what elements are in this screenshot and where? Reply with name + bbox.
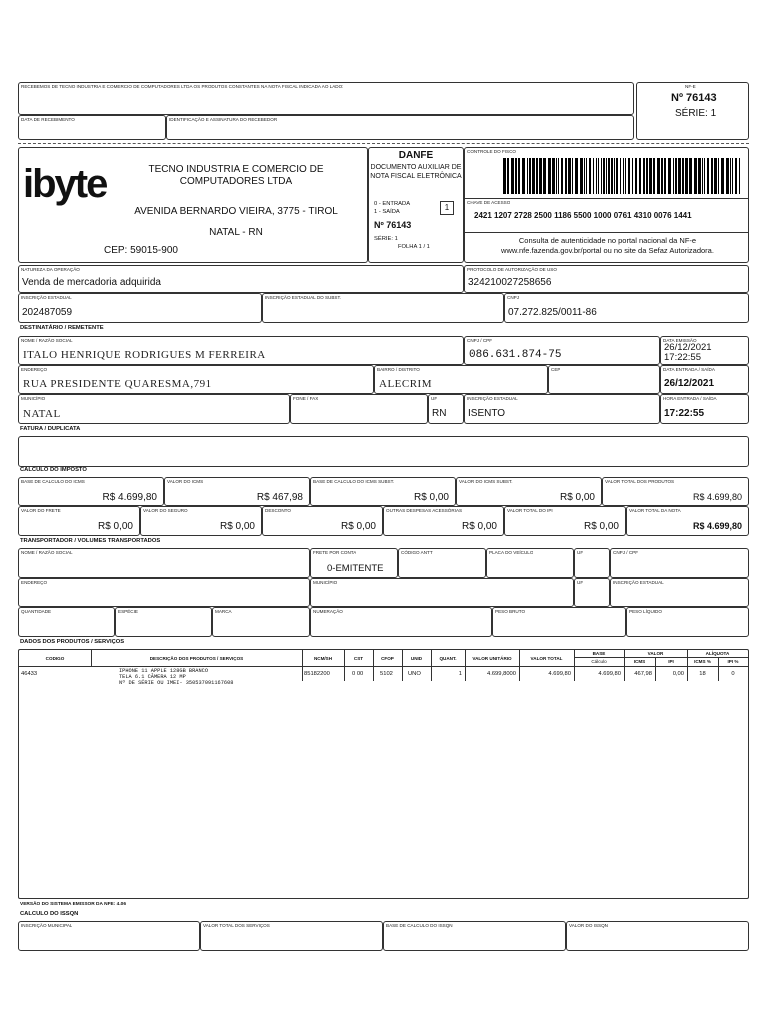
quantity-label: QUANTIDADE (21, 609, 52, 614)
nfe-number-box (636, 82, 749, 140)
barcode-bar (593, 158, 594, 194)
insurance-value: R$ 0,00 (219, 521, 255, 532)
recipient-uf-label: UF (431, 396, 438, 401)
barcode-bar (556, 158, 557, 194)
recipient-cpf-field (464, 336, 660, 365)
authenticity-note: Consulta de autenticidade no portal nacional da NF-e www.nfe.fazenda.gov.br/portal ou no site da Sefaz Autorizadora. (501, 236, 714, 255)
issqn-value-field (566, 921, 749, 951)
recipient-phone-label: FONE / FAX (293, 396, 319, 401)
insurance-field (140, 506, 262, 536)
barcode-bar (673, 158, 674, 194)
item-desc-line1: IPHONE 11 APPLE 128GB BRANCO (119, 668, 209, 674)
carrier-uf2-label: UF (577, 580, 584, 585)
item-unit: UNO (408, 671, 421, 677)
barcode-bar (575, 158, 578, 194)
recipient-address-label: ENDEREÇO (21, 367, 48, 372)
item-rate-ipi: 0 (731, 671, 735, 677)
danfe-subtitle: DOCUMENTO AUXILIAR DE NOTA FISCAL ELETRÔNICA (370, 164, 462, 180)
species-label: ESPÉCIE (118, 609, 138, 614)
recipient-cpf-label: CNPJ / CPF (467, 338, 493, 343)
danfe-page: FOLHA 1 / 1 (398, 244, 430, 250)
icms-base-label: BASE DE CALCULO DO ICMS (21, 479, 85, 484)
recipient-section-title: DESTINATÁRIO / REMETENTE (20, 325, 104, 331)
recipient-cpf-value: 086.631.874-75 (469, 349, 562, 361)
issuer-name: TECNO INDUSTRIA E COMERCIO DE COMPUTADORES LTDA (148, 164, 324, 187)
barcode-bar (694, 158, 697, 194)
barcode-bar (649, 158, 652, 194)
col-value-top: VALOR (647, 651, 664, 656)
carrier-section-title: TRANSPORTADOR / VOLUMES TRANSPORTADOS (20, 538, 161, 544)
receipt-stub (18, 82, 634, 115)
danfe-title: DANFE (398, 150, 434, 161)
emission-date-label: DATA EMISSÃO (663, 338, 697, 343)
ipi-total-field (504, 506, 626, 536)
barcode-bar (603, 158, 605, 194)
ipi-total-label: VALOR TOTAL DO IPI (507, 508, 553, 513)
icms-value-label: VALOR DO ICMS (167, 479, 204, 484)
icms-st-base-field (310, 477, 456, 506)
barcode-bar (552, 158, 555, 194)
discount-field (262, 506, 383, 536)
barcode-bar (657, 158, 660, 194)
barcode-bar (639, 158, 641, 194)
species-field (115, 607, 212, 637)
icms-base-value: R$ 4.699,80 (102, 492, 157, 503)
col-cst: CST (353, 656, 364, 661)
barcode-bar (606, 158, 607, 194)
cut-line (18, 143, 749, 144)
barcode-bar (515, 158, 517, 194)
item-cst: 0 00 (352, 671, 364, 677)
recipient-district-value: ALECRIM (379, 378, 432, 390)
freight-value: R$ 0,00 (97, 521, 133, 532)
issuer-cnpj-label: CNPJ (507, 295, 519, 300)
barcode-bar (721, 158, 724, 194)
col-code: CODIGO (45, 656, 65, 661)
carrier-address-label: ENDEREÇO (21, 580, 48, 585)
plate-label: PLACA DO VEÍCULO (489, 550, 534, 555)
barcode-bar (678, 158, 681, 194)
item-unit-value: 4.699,8000 (486, 671, 516, 677)
barcode-bar (584, 158, 585, 194)
receipt-signature-label: IDENTIFICAÇÃO E ASSINATURA DO RECEBEDOR (169, 117, 278, 122)
quantity-field (18, 607, 115, 637)
barcode-bar (730, 158, 731, 194)
barcode-bar (518, 158, 520, 194)
carrier-name-label: NOME / RAZÃO SOCIAL (21, 550, 73, 555)
other-expenses-value: R$ 0,00 (461, 521, 497, 532)
item-rate-icms: 18 (699, 671, 706, 677)
products-total-value: R$ 4.699,80 (692, 492, 742, 502)
barcode-bar (580, 158, 583, 194)
issqn-base-label: BASE DE CALCULO DO ISSQN (386, 923, 453, 928)
barcode-bar (735, 158, 737, 194)
barcode-bar (685, 158, 688, 194)
item-icms: 467,98 (634, 671, 652, 677)
fiscal-control-box (464, 147, 749, 263)
issqn-base-field (383, 921, 566, 951)
invoice-total-label: VALOR TOTAL DA NOTA (629, 508, 681, 513)
issqn-value-label: VALOR DO ISSQN (569, 923, 608, 928)
access-key-label: CHAVE DE ACESSO (467, 200, 511, 205)
barcode-bar (598, 158, 599, 194)
recipient-ie-field (464, 394, 660, 424)
fiscal-control-label: CONTROLE DO FISCO (467, 149, 517, 154)
receipt-date-label: DATA DE RECEBIMENTO (21, 117, 75, 122)
products-total-field (602, 477, 749, 506)
receipt-date-field[interactable] (18, 115, 166, 140)
barcode-bar (596, 158, 597, 194)
state-registration-field (18, 293, 262, 323)
col-base-top: BASE (592, 651, 606, 656)
icms-st-base-value: R$ 0,00 (413, 492, 449, 503)
barcode-bar (601, 158, 602, 194)
barcode-bar (682, 158, 684, 194)
recipient-city-field (18, 394, 290, 424)
barcode-bar (732, 158, 733, 194)
item-base: 4.699,80 (598, 671, 621, 677)
barcode-bar (643, 158, 645, 194)
carrier-ie-field (610, 578, 749, 607)
col-unit-value: VALOR UNITÁRIO (472, 656, 512, 661)
brand-field (212, 607, 310, 637)
barcode-bar (689, 158, 692, 194)
item-desc-line2: TELA 6.1 CÂMERA 12 MP (119, 674, 186, 680)
barcode-bar (664, 158, 666, 194)
barcode-bar (623, 158, 624, 194)
barcode-bar (586, 158, 587, 194)
carrier-address-field (18, 578, 310, 607)
icms-base-field (18, 477, 164, 506)
operation-nature-value: Venda de mercadoria adquirida (22, 277, 161, 288)
freight-mode-field (310, 548, 398, 578)
system-version: VERSÃO DO SISTEMA EMISSOR DA NFE: 4.06 (20, 902, 126, 907)
recipient-ie-label: INSCRIÇÃO ESTADUAL (467, 396, 518, 401)
carrier-cnpj-label: CNPJ / CPF (613, 550, 639, 555)
item-total-value: 4.699,80 (548, 671, 571, 677)
discount-value: R$ 0,00 (340, 521, 376, 532)
net-weight-field (626, 607, 749, 637)
item-qty: 1 (458, 671, 462, 677)
barcode-bar (739, 158, 740, 194)
recipient-cep-label: CEP (551, 367, 561, 372)
icms-value-value: R$ 467,98 (256, 492, 303, 503)
barcode-bar (507, 158, 509, 194)
carrier-uf-label: UF (577, 550, 584, 555)
entry-date-value: 26/12/2021 (664, 378, 715, 389)
danfe-saida: 1 - SAÍDA (374, 209, 400, 215)
barcode-bar (572, 158, 573, 194)
item-ncm: 85182200 (304, 671, 330, 677)
barcode-bar (616, 158, 618, 194)
barcode-bar (704, 158, 705, 194)
barcode-bar (668, 158, 671, 194)
barcode-bar (707, 158, 709, 194)
services-total-field (200, 921, 383, 951)
protocol-value: 324210027258656 (468, 277, 552, 288)
icms-st-value-label: VALOR DO ICMS SUBST. (459, 479, 513, 484)
barcode-bar (511, 158, 514, 194)
numbering-field (310, 607, 492, 637)
carrier-ie-label: INSCRIÇÃO ESTADUAL (613, 580, 664, 585)
col-total-value: VALOR TOTAL (530, 656, 563, 661)
invoice-section-title: FATURA / DUPLICATA (20, 426, 81, 432)
antt-field (398, 548, 486, 578)
barcode-bar (726, 158, 729, 194)
barcode-bar (589, 158, 591, 194)
danfe-series: SÉRIE: 1 (374, 236, 398, 242)
barcode-bar (718, 158, 719, 194)
col-ipi: IPI (668, 659, 674, 664)
recipient-address-field (18, 365, 374, 394)
barcode-bar (635, 158, 637, 194)
municipal-registration-field (18, 921, 200, 951)
access-key[interactable]: 2421 1207 2728 2500 1186 5500 1000 0761 4310 0076 1441 (474, 211, 692, 220)
barcode-bar (661, 158, 663, 194)
other-expenses-field (383, 506, 504, 536)
barcode-bar (614, 158, 615, 194)
emission-date-value: 26/12/2021 17:22:55 (664, 342, 712, 363)
danfe-number: Nº 76143 (374, 220, 412, 230)
item-cfop: 5102 (380, 671, 393, 677)
freight-mode-label: FRETE POR CONTA (313, 550, 357, 555)
issuer-cnpj-field (504, 293, 749, 323)
danfe-box (368, 147, 464, 263)
danfe-type-box: 1 (440, 201, 454, 215)
recipient-phone-field (290, 394, 428, 424)
gross-weight-label: PESO BRUTO (495, 609, 526, 614)
discount-label: DESCONTO (265, 508, 291, 513)
issuer-city: NATAL - RN (209, 227, 263, 238)
entry-time-field (660, 394, 749, 424)
icms-st-value-value: R$ 0,00 (559, 492, 595, 503)
table-row (19, 667, 748, 707)
barcode-bar (532, 158, 535, 194)
item-desc-line3: Nº DE SÉRIE OU IMEI- 350537091167608 (119, 680, 234, 686)
products-section-title: DADOS DOS PRODUTOS / SERVIÇOS (20, 639, 125, 645)
nfe-number: Nº 76143 (671, 92, 717, 104)
issuer-box (18, 147, 368, 263)
barcode-bar (625, 158, 626, 194)
barcode-bar (561, 158, 563, 194)
municipal-registration-label: INSCRIÇÃO MUNICIPAL (21, 923, 73, 928)
ibyte-logo: ibyte (23, 162, 107, 206)
freight-label: VALOR DO FRETE (21, 508, 61, 513)
barcode-bar (611, 158, 613, 194)
protocol-field (464, 265, 749, 293)
recipient-name-field (18, 336, 464, 365)
receipt-signature-field[interactable] (166, 115, 634, 140)
icms-st-value-field (456, 477, 602, 506)
brand-label: MARCA (215, 609, 232, 614)
danfe-entrada: 0 - ENTRADA (374, 201, 411, 207)
recipient-name-value: ITALO HENRIQUE RODRIGUES M FERREIRA (23, 349, 266, 361)
recipient-cep-field (548, 365, 660, 394)
col-icms: ICMS (633, 659, 646, 664)
barcode (503, 158, 741, 194)
icms-st-base-label: BASE DE CALCULO DO ICMS SUBST. (313, 479, 395, 484)
receipt-declaration: RECEBEMOS DE TECNO INDUSTRIA E COMERCIO DE COMPUTADORES LTDA OS PRODUTOS CONSTANTES NA NOTA FISCAL INDICADA AO LADO: (21, 84, 344, 89)
barcode-bar (568, 158, 571, 194)
barcode-bar (548, 158, 551, 194)
freight-mode-value: 0-EMITENTE (327, 563, 384, 574)
issuer-address: AVENIDA BERNARDO VIEIRA, 3775 - TIROL (134, 206, 338, 217)
recipient-district-label: BAIRRO / DISTRITO (377, 367, 420, 372)
nfe-series: SÉRIE: 1 (675, 108, 717, 119)
insurance-label: VALOR DO SEGURO (143, 508, 188, 513)
net-weight-label: PESO LÍQUIDO (629, 609, 662, 614)
entry-date-label: DATA ENTRADA / SAÍDA (663, 367, 715, 372)
col-rate-top: ALÍQUOTA (705, 651, 730, 656)
recipient-city-value: NATAL (23, 408, 61, 420)
barcode-bar (646, 158, 648, 194)
numbering-label: NUMERAÇÃO (313, 609, 343, 614)
emission-date-field (660, 336, 749, 365)
col-rate-ipi: IPI % (727, 659, 739, 664)
subst-registration-field (262, 293, 504, 323)
barcode-bar (539, 158, 542, 194)
barcode-bar (529, 158, 531, 194)
barcode-bar (698, 158, 701, 194)
recipient-address-value: RUA PRESIDENTE QUARESMA,791 (23, 378, 212, 390)
barcode-bar (620, 158, 621, 194)
recipient-district-field (374, 365, 548, 394)
entry-date-field (660, 365, 749, 394)
icms-value-field (164, 477, 310, 506)
operation-nature-label: NATUREZA DA OPERAÇÃO (21, 267, 80, 272)
barcode-bar (503, 158, 506, 194)
products-total-label: VALOR TOTAL DOS PRODUTOS (605, 479, 675, 484)
recipient-ie-value: ISENTO (468, 408, 506, 419)
barcode-bar (702, 158, 703, 194)
recipient-uf-field (428, 394, 464, 424)
barcode-bar (527, 158, 528, 194)
state-registration-label: INSCRIÇÃO ESTADUAL (21, 295, 72, 300)
carrier-city-field (310, 578, 574, 607)
subst-registration-label: INSCRIÇÃO ESTADUAL DO SUBST. (265, 295, 342, 300)
barcode-bar (653, 158, 655, 194)
invoice-total-value: R$ 4.699,80 (692, 521, 742, 531)
barcode-bar (711, 158, 713, 194)
entry-time-label: HORA ENTRADA / SAÍDA (663, 396, 717, 401)
col-cfop: CFOP (381, 656, 394, 661)
col-description: DESCRIÇÃO DOS PRODUTOS / SERVIÇOS (149, 656, 244, 661)
invoice-box (18, 436, 749, 467)
col-unit: UNID (410, 656, 423, 661)
carrier-city-label: MUNICÍPIO (313, 580, 338, 585)
carrier-cnpj-field (610, 548, 749, 578)
freight-field (18, 506, 140, 536)
services-total-label: VALOR TOTAL DOS SERVIÇOS (203, 923, 270, 928)
barcode-bar (543, 158, 546, 194)
barcode-bar (714, 158, 717, 194)
entry-time-value: 17:22:55 (664, 408, 705, 419)
tax-section-title: CALCULO DO IMPOSTO (20, 467, 87, 473)
col-rate-icms: ICMS % (694, 659, 711, 664)
operation-nature-field (18, 265, 464, 293)
col-base-bottom: Cálculo (591, 659, 607, 664)
item-code: 46433 (21, 671, 38, 677)
carrier-uf2-field (574, 578, 610, 607)
products-table (18, 649, 749, 899)
issuer-cnpj-value: 07.272.825/0011-86 (508, 307, 597, 318)
invoice-total-field (626, 506, 749, 536)
col-ncm: NCM/SH (313, 656, 333, 661)
barcode-bar (608, 158, 610, 194)
barcode-bar (558, 158, 559, 194)
barcode-bar (536, 158, 538, 194)
col-qty: QUANT. (439, 656, 457, 661)
ipi-total-value: R$ 0,00 (583, 521, 619, 532)
issqn-section-title: CALCULO DO ISSQN (20, 911, 79, 917)
recipient-uf-value: RN (432, 408, 447, 419)
barcode-bar (632, 158, 633, 194)
carrier-name-field (18, 548, 310, 578)
recipient-city-label: MUNICÍPIO (21, 396, 46, 401)
plate-field (486, 548, 574, 578)
issuer-cep: CEP: 59015-900 (104, 245, 178, 256)
carrier-uf-field (574, 548, 610, 578)
protocol-label: PROTOCOLO DE AUTORIZAÇÃO DE USO (467, 267, 557, 272)
barcode-bar (522, 158, 525, 194)
barcode-bar (675, 158, 677, 194)
barcode-bar (628, 158, 630, 194)
item-ipi: 0,00 (672, 671, 684, 677)
state-registration-value: 202487059 (22, 307, 73, 318)
gross-weight-field (492, 607, 626, 637)
recipient-name-label: NOME / RAZÃO SOCIAL (21, 338, 73, 343)
barcode-bar (565, 158, 567, 194)
nfe-label: NF-E (685, 84, 696, 89)
other-expenses-label: OUTRAS DESPESAS ACESSÓRIAS (386, 508, 463, 513)
antt-label: CÓDIGO ANTT (401, 550, 433, 555)
